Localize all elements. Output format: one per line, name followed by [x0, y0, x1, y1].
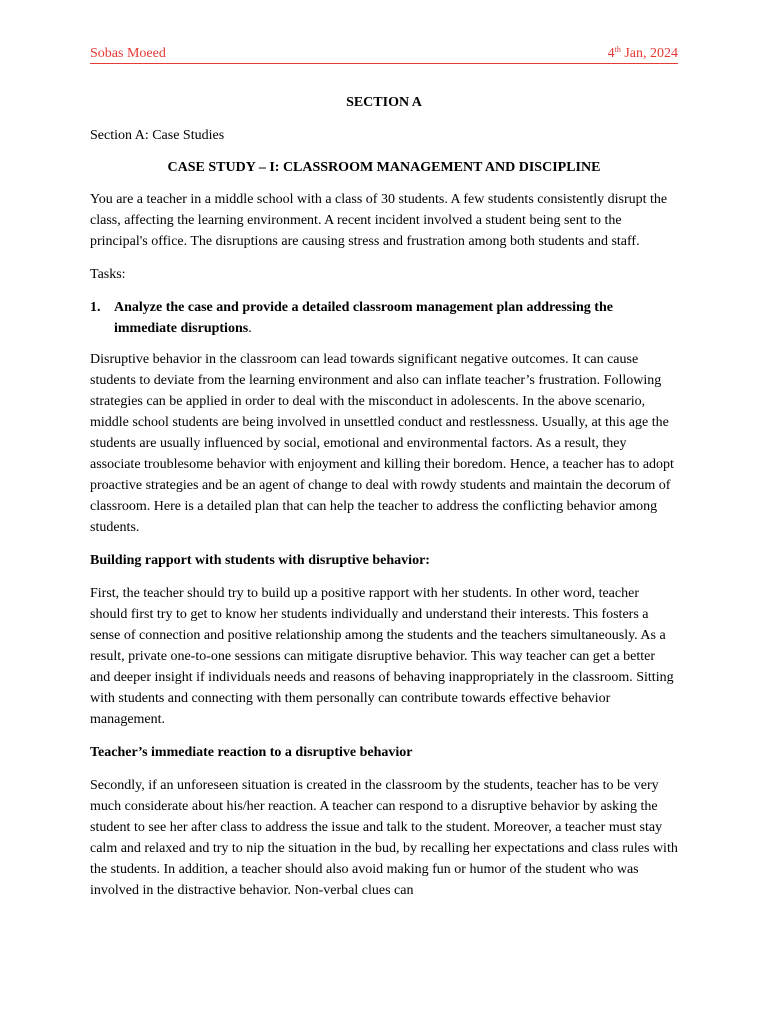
subheading-reaction: Teacher’s immediate reaction to a disruptive behavior: [90, 745, 413, 760]
body-paragraph-2: First, the teacher should try to build up a positive rapport with her students. In other word, teacher should first try to get to know her students individually and understand their interests. This fosters a sense of connection and positive relationship among the students and the teachers simultaneously. As a result, private one-to-one sessions can mitigate disruptive behavior. This way teacher can get a better and deeper insight if individuals needs and reasons of behaving inappropriately in the classroom. Sitting with students and connecting with them personally can contribute towards effective behavior management.: [90, 586, 674, 727]
task-text-tail: .: [248, 321, 252, 336]
header-date: [608, 45, 678, 63]
document-body: [90, 90, 678, 913]
task-text-bold: Analyze the case and provide a detailed classroom management plan addressing the immediate disruptions: [114, 300, 613, 336]
page-header: [90, 45, 678, 64]
author-name: Sobas Moeed: [90, 46, 166, 61]
date-day: 4: [607, 46, 615, 61]
section-subtitle: Section A: Case Studies: [90, 128, 225, 143]
intro-paragraph: You are a teacher in a middle school with a class of 30 students. A few students consistently disrupt the class, affecting the learning environment. A recent incident involved a student being sent to the principal's office. The disruptions are causing stress and frustration among both students and staff.: [90, 192, 668, 249]
section-title: SECTION A: [346, 95, 422, 110]
task-item-1: [90, 297, 678, 339]
task-number: 1.: [90, 300, 101, 315]
body-paragraph-1: Disruptive behavior in the classroom can lead towards significant negative outcomes. It can cause students to deviate from the learning environment and also can inflate teacher’s frustration. Following strategies can be applied in order to deal with the misconduct in adolescents. In the above scenario, middle school students are being involved in unsettled conduct and restlessness. Usually, at this age the students are usually influenced by social, emotional and environmental factors. As a result, they associate troublesome behavior with enjoyment and killing their boredom. Hence, a teacher has to adopt proactive strategies and be an agent of change to deal with rowdy students and maintain the decorum of classroom. Here is a detailed plan that can help the teacher to address the conflicting behavior among students.: [90, 352, 674, 535]
tasks-label: Tasks:: [90, 267, 126, 282]
date-rest: Jan, 2024: [620, 46, 678, 61]
case-study-title: CASE STUDY – I: CLASSROOM MANAGEMENT AND DISCIPLINE: [167, 160, 601, 175]
date-suffix: th: [614, 45, 621, 54]
body-paragraph-3: Secondly, if an unforeseen situation is created in the classroom by the students, teacher has to be very much considerate about his/her reaction. A teacher can respond to a disruptive behavior by asking the student to see her after class to address the issue and talk to the student. Moreover, a teacher must stay calm and relaxed and try to nip the situation in the bud, by recalling her expectations and class rules with the students. In addition, a teacher should also avoid making fun or humor of the student who was involved in the distractive behavior. Non-verbal clues can: [90, 778, 678, 898]
subheading-rapport: Building rapport with students with disruptive behavior:: [90, 553, 430, 568]
task-text: [114, 297, 678, 339]
